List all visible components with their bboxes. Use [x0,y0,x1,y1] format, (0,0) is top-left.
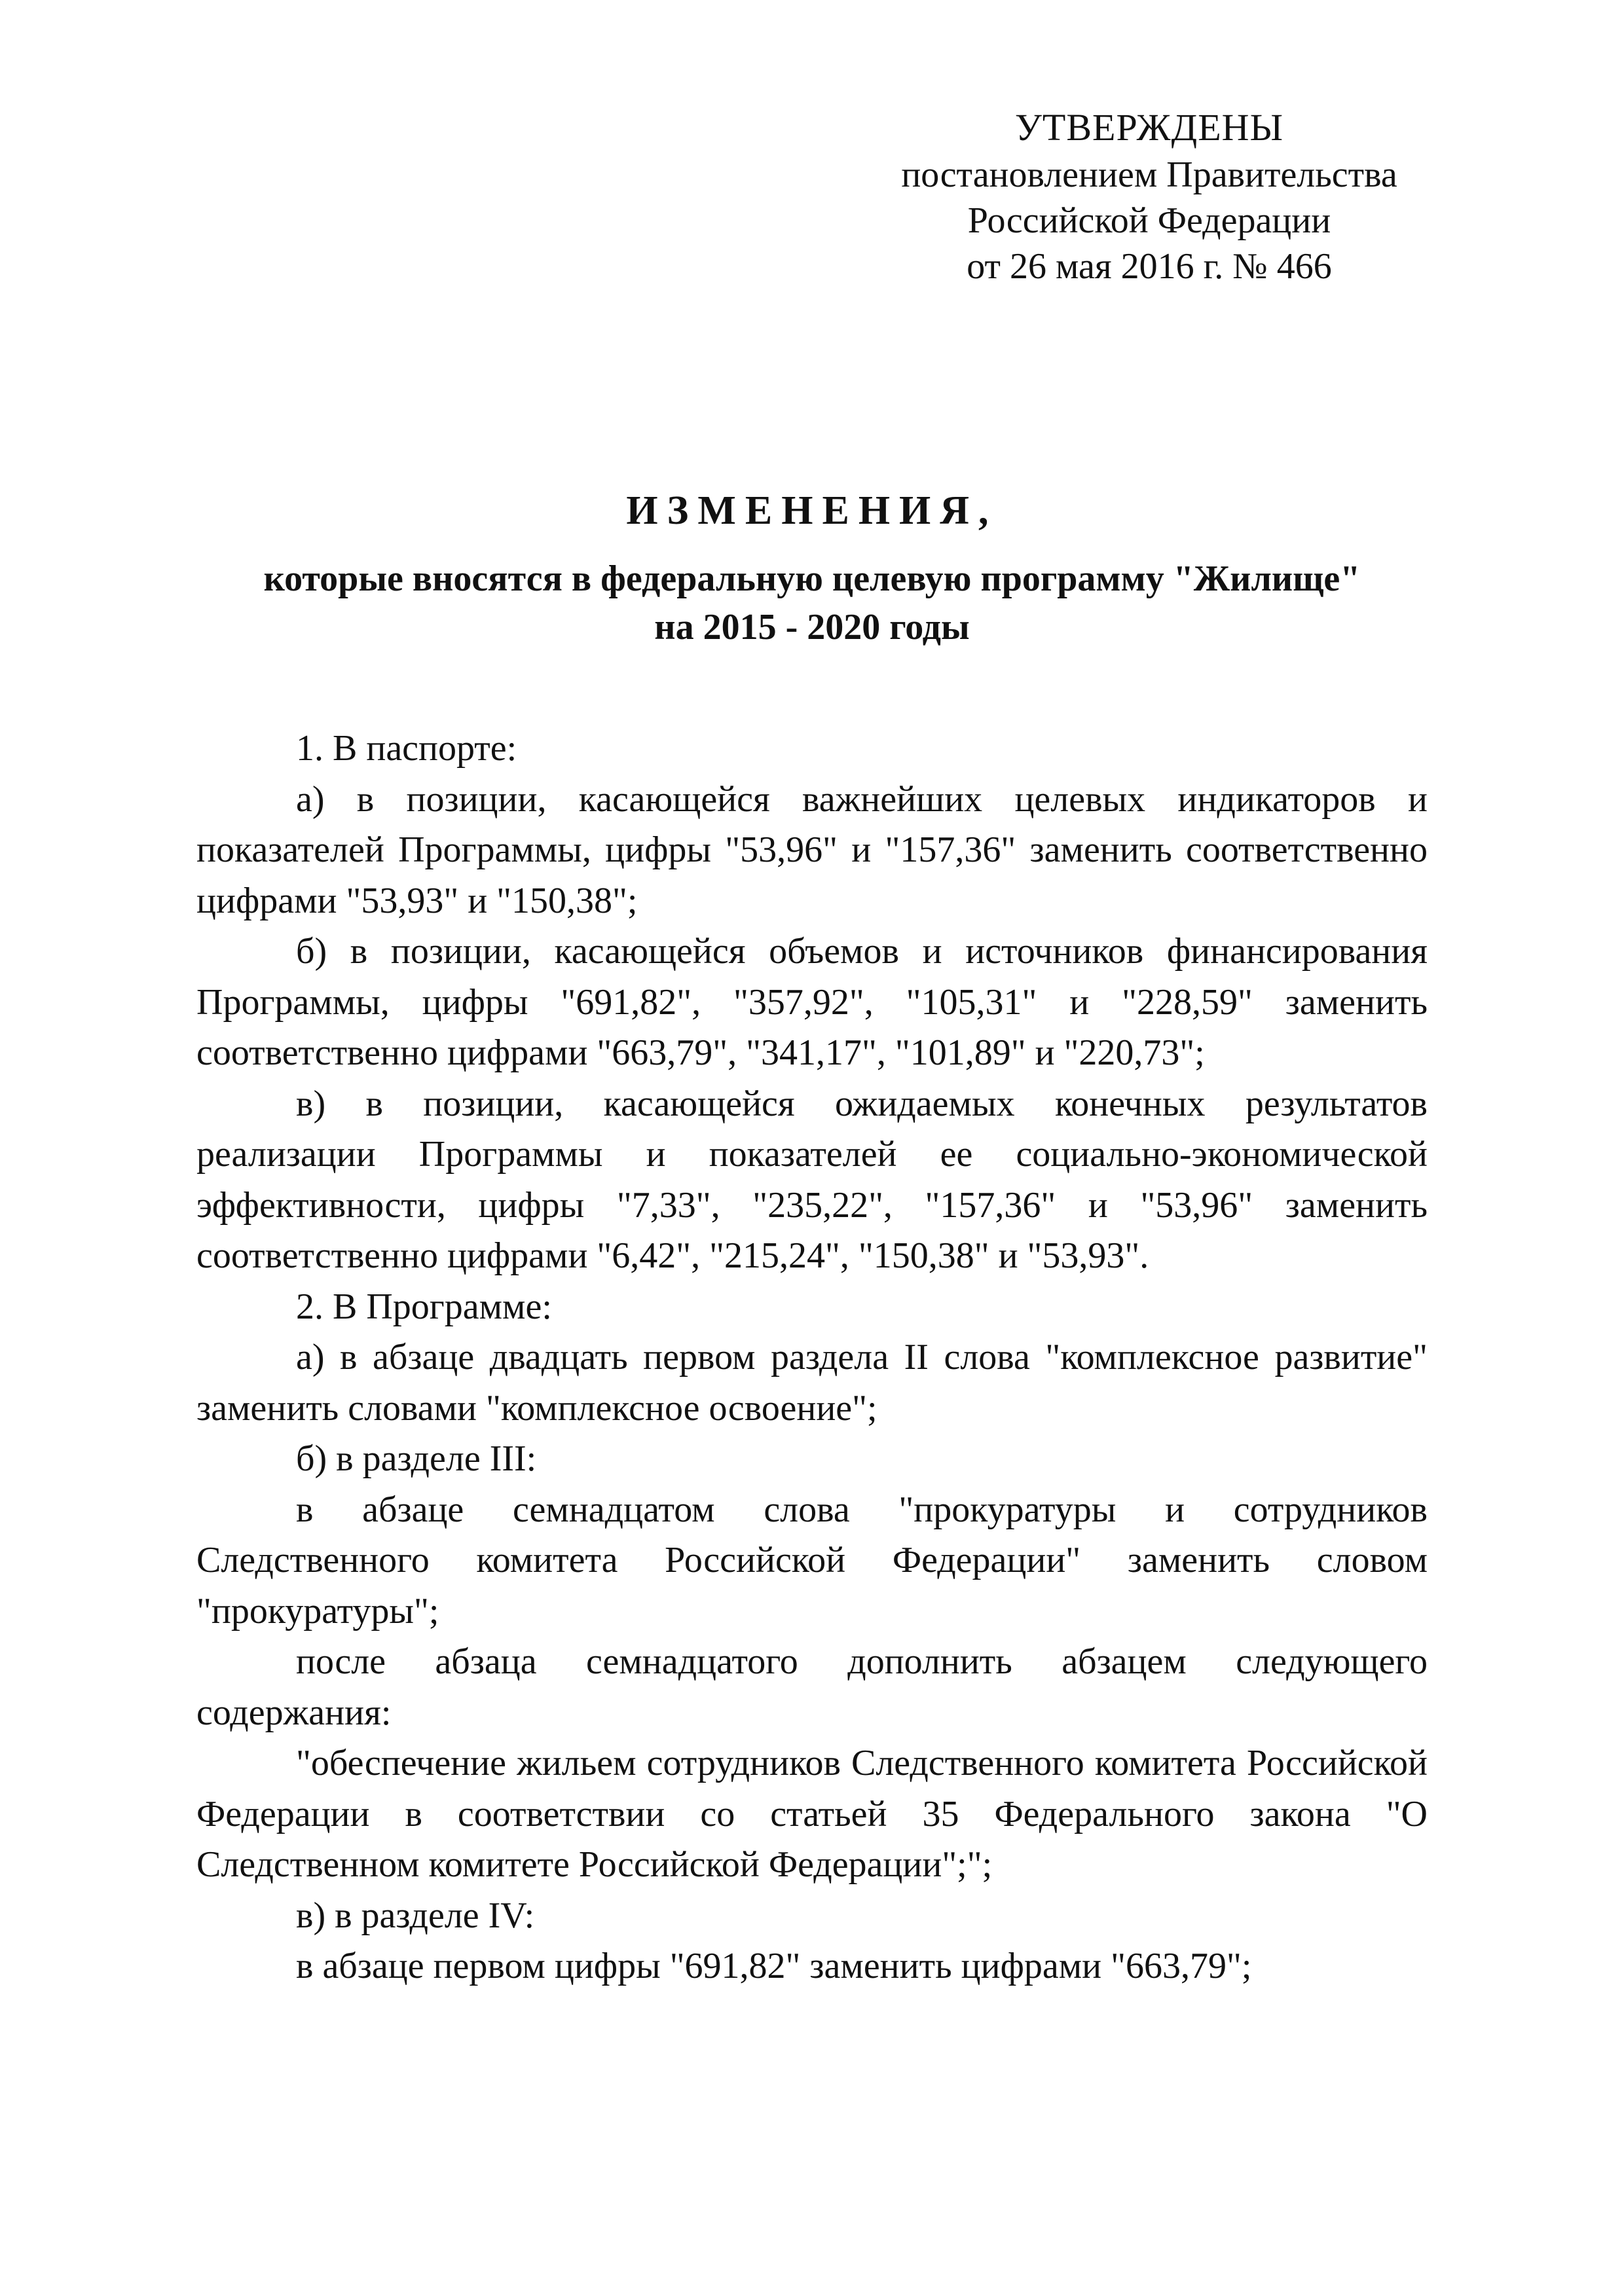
paragraph-1: 1. В паспорте: [296,728,517,769]
approval-line-2: Российской Федерации [967,200,1331,241]
document-subtitle-line-1: которые вносятся в федеральную целевую программу "Жилище" [263,558,1361,599]
approval-stamp [877,105,1421,289]
document-title-block [196,481,1428,651]
paragraph-2b-2: после абзаца семнадцатого дополнить абзацем следующего содержания: [196,1641,1428,1733]
document-title: ИЗМЕНЕНИЯ, [626,488,998,533]
paragraph-2: 2. В Программе: [296,1286,552,1327]
document-subtitle-line-2: на 2015 - 2020 годы [654,607,970,647]
approval-line-1: постановлением Правительства [901,155,1397,195]
paragraph-2a: а) в абзаце двадцать первом раздела II слова "комплексное развитие" заменить словами "комплексное освоение"; [196,1337,1428,1429]
paragraph-2c-1: в абзаце первом цифры "691,82" заменить цифрами "663,79"; [296,1946,1252,1986]
paragraph-1a: а) в позиции, касающейся важнейших целевых индикаторов и показателей Программы, цифры "53,96" и "157,36" заменить соответственно цифрами "53,93" и "150,38"; [196,778,1428,921]
paragraph-1b: б) в позиции, касающейся объемов и источников финансирования Программы, цифры "691,82", "357,92", "105,31" и "228,59" заменить соответственно цифрами "663,79", "341,17", "101,89" и "220,73"; [196,931,1428,1073]
paragraph-2c: в) в разделе IV: [296,1895,535,1936]
paragraph-2b-1: в абзаце семнадцатом слова "прокуратуры и сотрудников Следственного комитета Российской Федерации" заменить словом "прокуратуры"; [196,1489,1428,1631]
paragraph-2b: б) в разделе III: [296,1438,537,1479]
approval-heading: УТВЕРЖДЕНЫ [1014,106,1284,149]
approval-line-3: от 26 мая 2016 г. № 466 [967,246,1332,287]
document-body [196,723,1428,1992]
paragraph-2b-3: "обеспечение жильем сотрудников Следственного комитета Российской Федерации в соответствии со статьей 35 Федерального закона "О Следственном комитете Российской Федерации";"; [196,1743,1428,1885]
paragraph-1c: в) в позиции, касающейся ожидаемых конечных результатов реализации Программы и показателей ее социально-экономической эффективности, цифры "7,33", "235,22", "157,36" и "53,96" заменить соответственно цифрами "6,42", "215,24", "150,38" и "53,93". [196,1083,1428,1276]
